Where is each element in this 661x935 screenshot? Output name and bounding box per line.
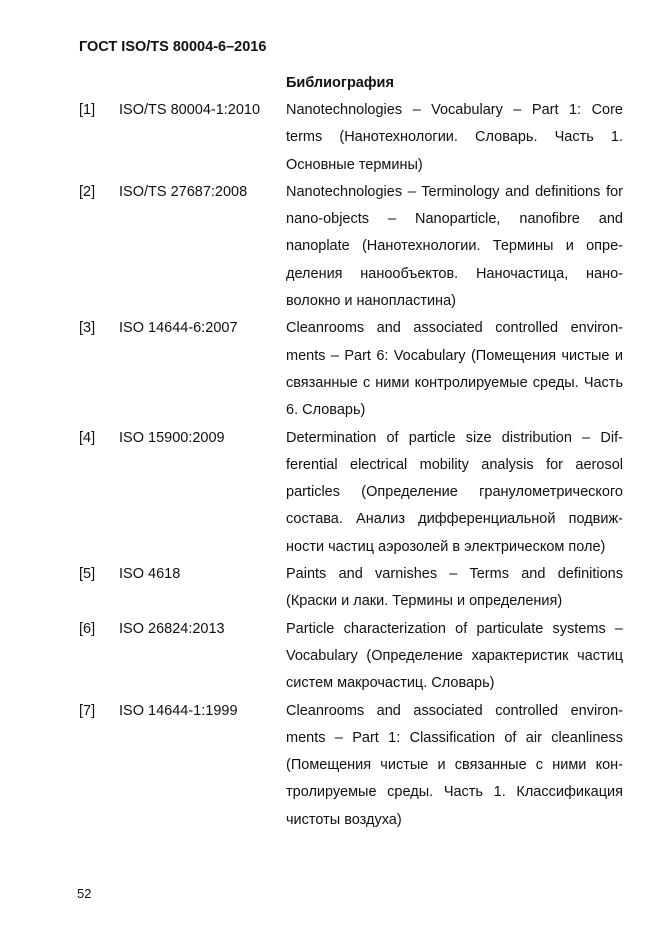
bibliography-entry — [79, 179, 623, 315]
entry-code: ISO/TS 27687:2008 — [119, 183, 248, 200]
entry-number: [2] — [79, 183, 96, 200]
entry-text: Particle characterization of particulate systems – Vocabulary (Определение характеристик частиц систем макрочастиц. Словарь) — [286, 620, 623, 692]
bibliography-entry — [79, 561, 623, 616]
entry-code: ISO 26824:2013 — [119, 620, 225, 637]
entry-text: Nanotechnologies – Vocabulary – Part 1: Core terms (Нанотехнологии. Словарь. Часть 1. Основные термины) — [286, 102, 623, 173]
entry-text: Cleanrooms and associated controlled environments – Part 1: Classification of air cleanliness (Помещения чистые и связанные с ними контролируемые среды. Часть 1. Классификация чистоты воздуха) — [286, 702, 623, 828]
entry-number: [3] — [79, 320, 96, 337]
entry-code: ISO 14644-6:2007 — [119, 320, 238, 337]
entry-number: [7] — [79, 702, 96, 719]
entry-code: ISO 14644-1:1999 — [119, 702, 238, 719]
entry-text: Nanotechnologies – Terminology and definitions for nano-objects – Nanoparticle, nanofibre and nanoplate (Нанотехнологии. Термины и определения нанообъектов. Наночастица, нановолокно и нанопластина) — [286, 183, 623, 310]
bibliography-entry — [79, 315, 623, 424]
entry-number: [6] — [79, 620, 96, 637]
entry-text: Determination of particle size distribution – Differential electrical mobility analysis for aerosol particles (Определение гранулометрического состава. Анализ дифференциальной подвижности частиц аэрозолей в электрическом поле) — [286, 429, 623, 555]
bibliography-list — [79, 97, 623, 834]
bibliography-entry — [79, 698, 623, 834]
entry-code: ISO/TS 80004-1:2010 — [119, 102, 261, 118]
entry-code: ISO 4618 — [119, 566, 181, 583]
bibliography-entry — [79, 425, 623, 561]
entry-number: [4] — [79, 429, 96, 446]
document-header: ГОСТ ISO/TS 80004-6–2016 — [79, 39, 267, 55]
entry-number: [1] — [79, 102, 96, 118]
entry-text: Paints and varnishes – Terms and definitions (Краски и лаки. Термины и определения) — [286, 566, 623, 610]
entry-text: Cleanrooms and associated controlled environments – Part 6: Vocabulary (Помещения чистые и связанные с ними контролируемые среды. Часть 6. Словарь) — [286, 320, 623, 419]
bibliography-entry — [79, 616, 623, 698]
bibliography-title: Библиография — [286, 75, 394, 91]
entry-number: [5] — [79, 566, 96, 583]
bibliography-entry — [79, 97, 623, 179]
page-number: 52 — [77, 886, 92, 901]
entry-code: ISO 15900:2009 — [119, 429, 225, 446]
